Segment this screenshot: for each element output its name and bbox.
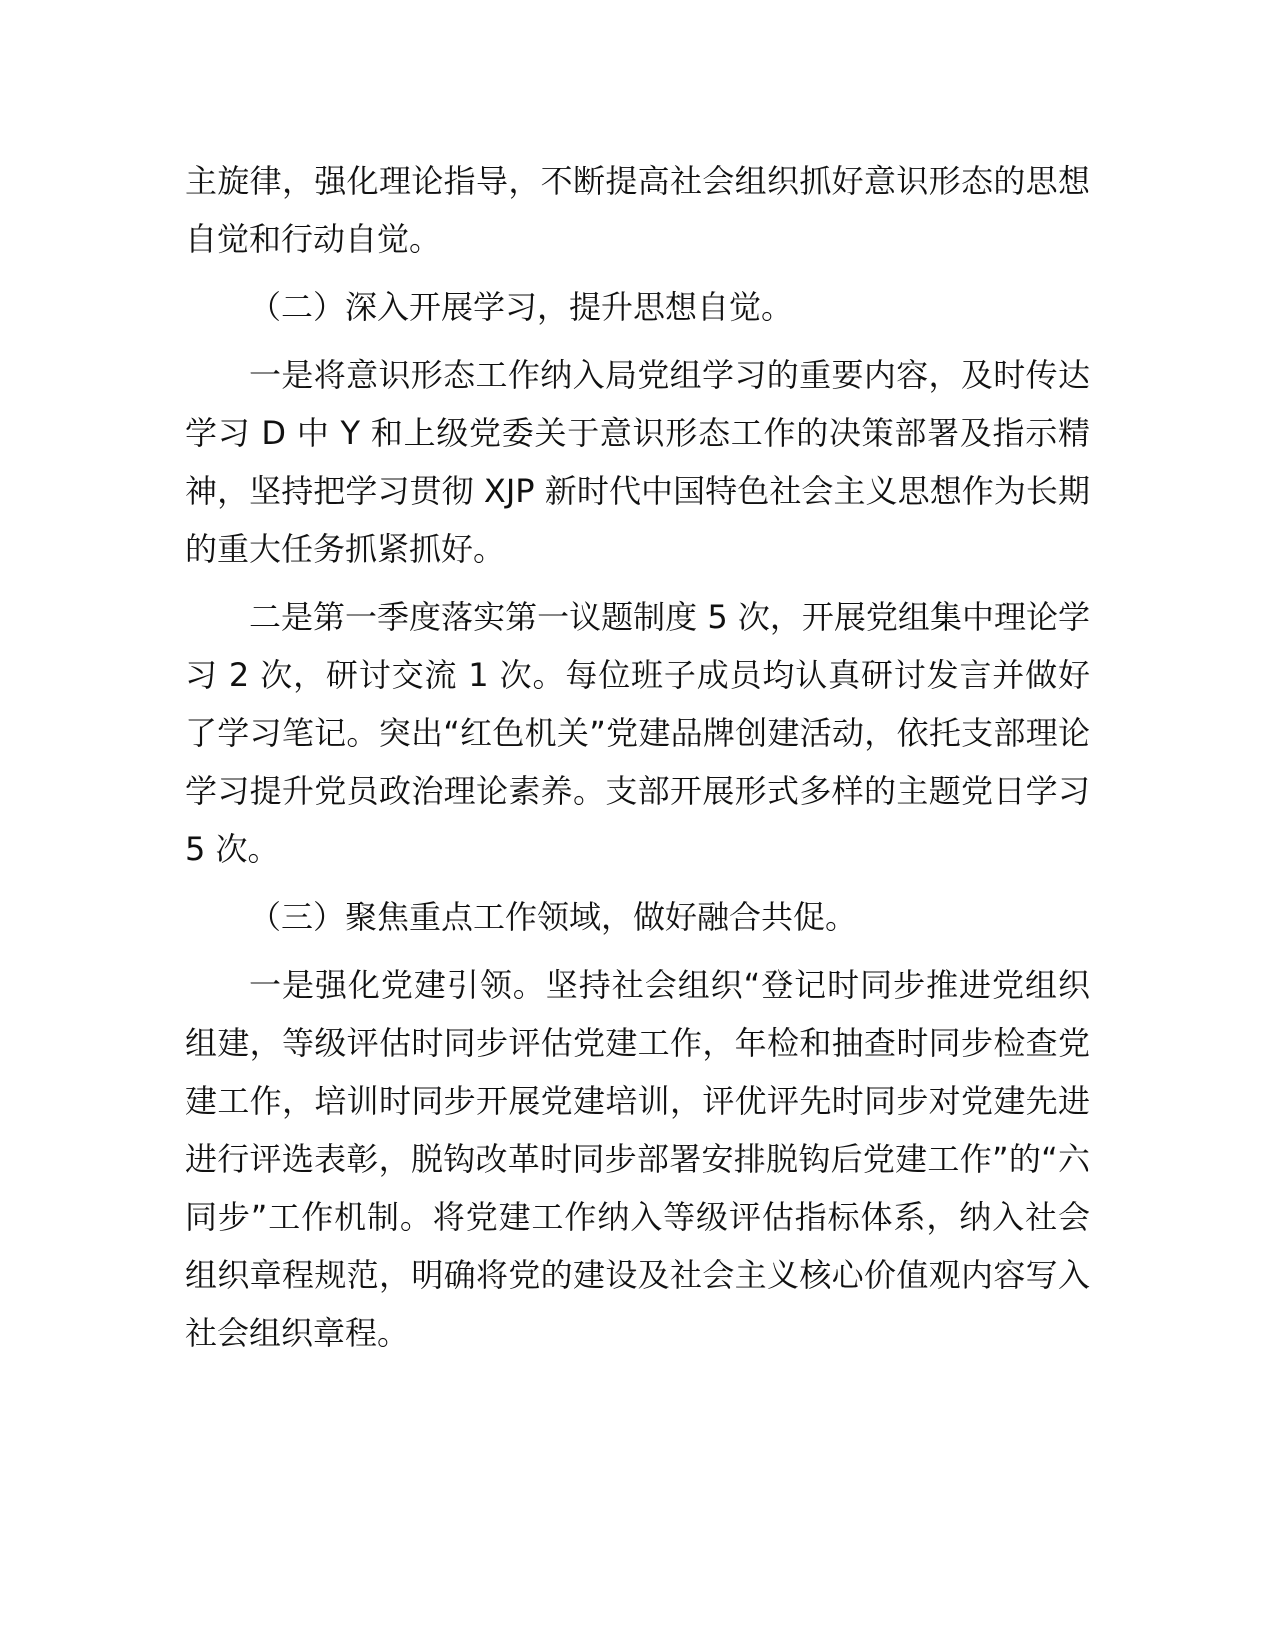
- document-body: [185, 152, 1090, 1372]
- paragraph-study-item-2: 二是第一季度落实第一议题制度 5 次，开展党组集中理论学习 2 次，研讨交流 1 次。每位班子成员均认真研讨发言并做好了学习笔记。突出“红色机关”党建品牌创建活动，依托支部理论学习提升党员政治理论素养。支部开展形式多样的主题党日学习 5 次。: [185, 598, 1090, 868]
- paragraph-focus-item-1: 一是强化党建引领。坚持社会组织“登记时同步推进党组织组建，等级评估时同步评估党建工作，年检和抽查时同步检查党建工作，培训时同步开展党建培训，评优评先时同步对党建先进进行评选表彰，脱钩改革时同步部署安排脱钩后党建工作”的“六同步”工作机制。将党建工作纳入等级评估指标体系，纳入社会组织章程规范，明确将党的建设及社会主义核心价值观内容写入社会组织章程。: [185, 966, 1090, 1352]
- section-heading-2: （二）深入开展学习，提升思想自觉。: [249, 288, 794, 326]
- paragraph-continuation: 主旋律，强化理论指导，不断提高社会组织抓好意识形态的思想自觉和行动自觉。: [185, 162, 1090, 258]
- section-heading-3: （三）聚焦重点工作领域，做好融合共促。: [249, 898, 858, 936]
- paragraph-study-item-1: 一是将意识形态工作纳入局党组学习的重要内容，及时传达学习 D 中 Y 和上级党委关于意识形态工作的决策部署及指示精神，坚持把学习贯彻 XJP 新时代中国特色社会主义思想作为长期的重大任务抓紧抓好。: [185, 356, 1090, 568]
